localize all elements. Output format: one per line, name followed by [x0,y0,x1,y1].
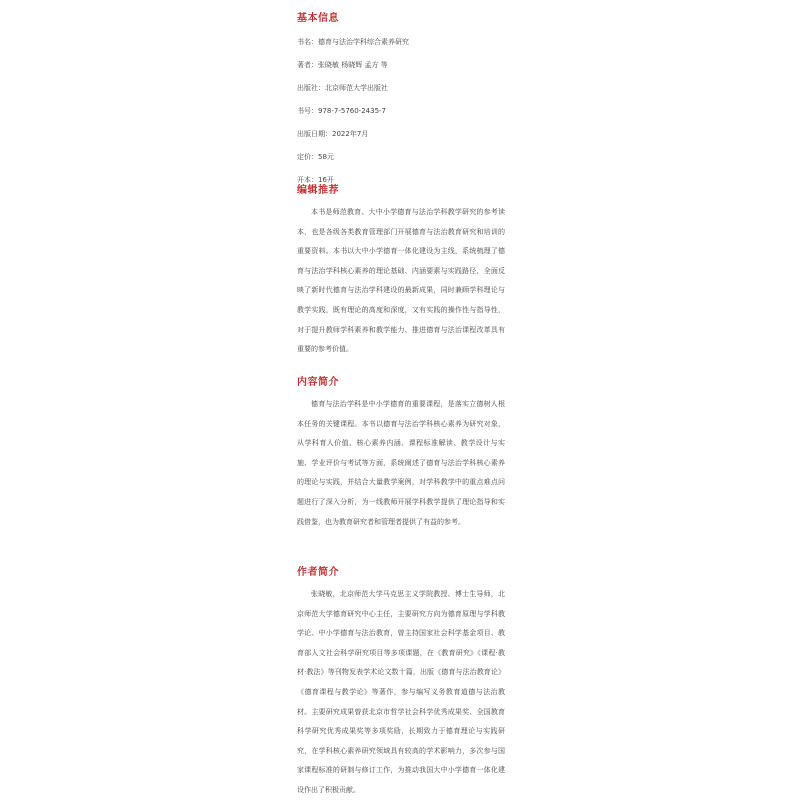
info-row-isbn: 书号：978-7-5760-2435-7 [297,107,387,115]
editor-recommend-title: 编辑推荐 [297,185,339,196]
editor-recommend-section [297,184,505,360]
author-intro-text: 张晓敏，北京师范大学马克思主义学院教授、博士生导师，北京师范大学德育研究中心主任，主要研究方向为德育原理与学科教学论、中小学德育与法治教育，曾主持国家社会科学基金项目、教育部人文社会科学研究项目等多项课题，在《教育研究》《课程·教材·教法》等刊物发表学术论文数十篇，出版《德育与法治教育论》《德育课程与教学论》等著作，参与编写义务教育道德与法治教材。主要研究成果曾获北京市哲学社会科学优秀成果奖、全国教育科学研究优秀成果奖等多项奖励，长期致力于德育理论与实践研究，在学科核心素养研究领域具有较高的学术影响力，多次参与国家课程标准的研制与修订工作，为推动我国大中小学德育一体化建设作出了积极贡献。 [297,590,505,794]
basic-info-list [297,37,505,185]
info-row-author: 著者：张晓敏 杨晓辉 孟方 等 [297,61,388,69]
info-row-price: 定价：58元 [297,153,334,161]
content-intro-text: 德育与法治学科是中小学德育的重要课程，是落实立德树人根本任务的关键课程。本书以德育与法治学科核心素养为研究对象，从学科育人价值、核心素养内涵、课程标准解读、教学设计与实施、学业评价与考试等方面，系统阐述了德育与法治学科核心素养的理论与实践，并结合大量教学案例，对学科教学中的重点难点问题进行了深入分析，为一线教师开展学科教学提供了理论指导和实践借鉴，也为教育研究者和管理者提供了有益的参考。 [297,400,505,526]
author-intro-section [297,566,505,800]
info-row-title: 书名：德育与法治学科综合素养研究 [297,38,409,46]
basic-info-section [297,12,505,198]
info-row-format: 开本：16开 [297,176,334,184]
basic-info-title: 基本信息 [297,13,339,24]
info-row-publisher: 出版社：北京师范大学出版社 [297,84,388,92]
editor-recommend-text: 本书是师范教育、大中小学德育与法治学科教学研究的参考读本，也是各级各类教育管理部门开展德育与法治教育研究和培训的重要资料。本书以大中小学德育一体化建设为主线，系统梳理了德育与法治学科核心素养的理论基础、内涵要素与实践路径，全面反映了新时代德育与法治学科建设的最新成果，同时兼顾学科理论与教学实践，既有理论的高度和深度，又有实践的操作性与指导性，对于提升教师学科素养和教学能力、推进德育与法治课程改革具有重要的参考价值。 [297,208,505,354]
content-intro-title: 内容简介 [297,377,339,388]
content-intro-section [297,376,505,532]
info-row-publish-date: 出版日期：2022年7月 [297,130,369,138]
author-intro-title: 作者简介 [297,567,339,578]
